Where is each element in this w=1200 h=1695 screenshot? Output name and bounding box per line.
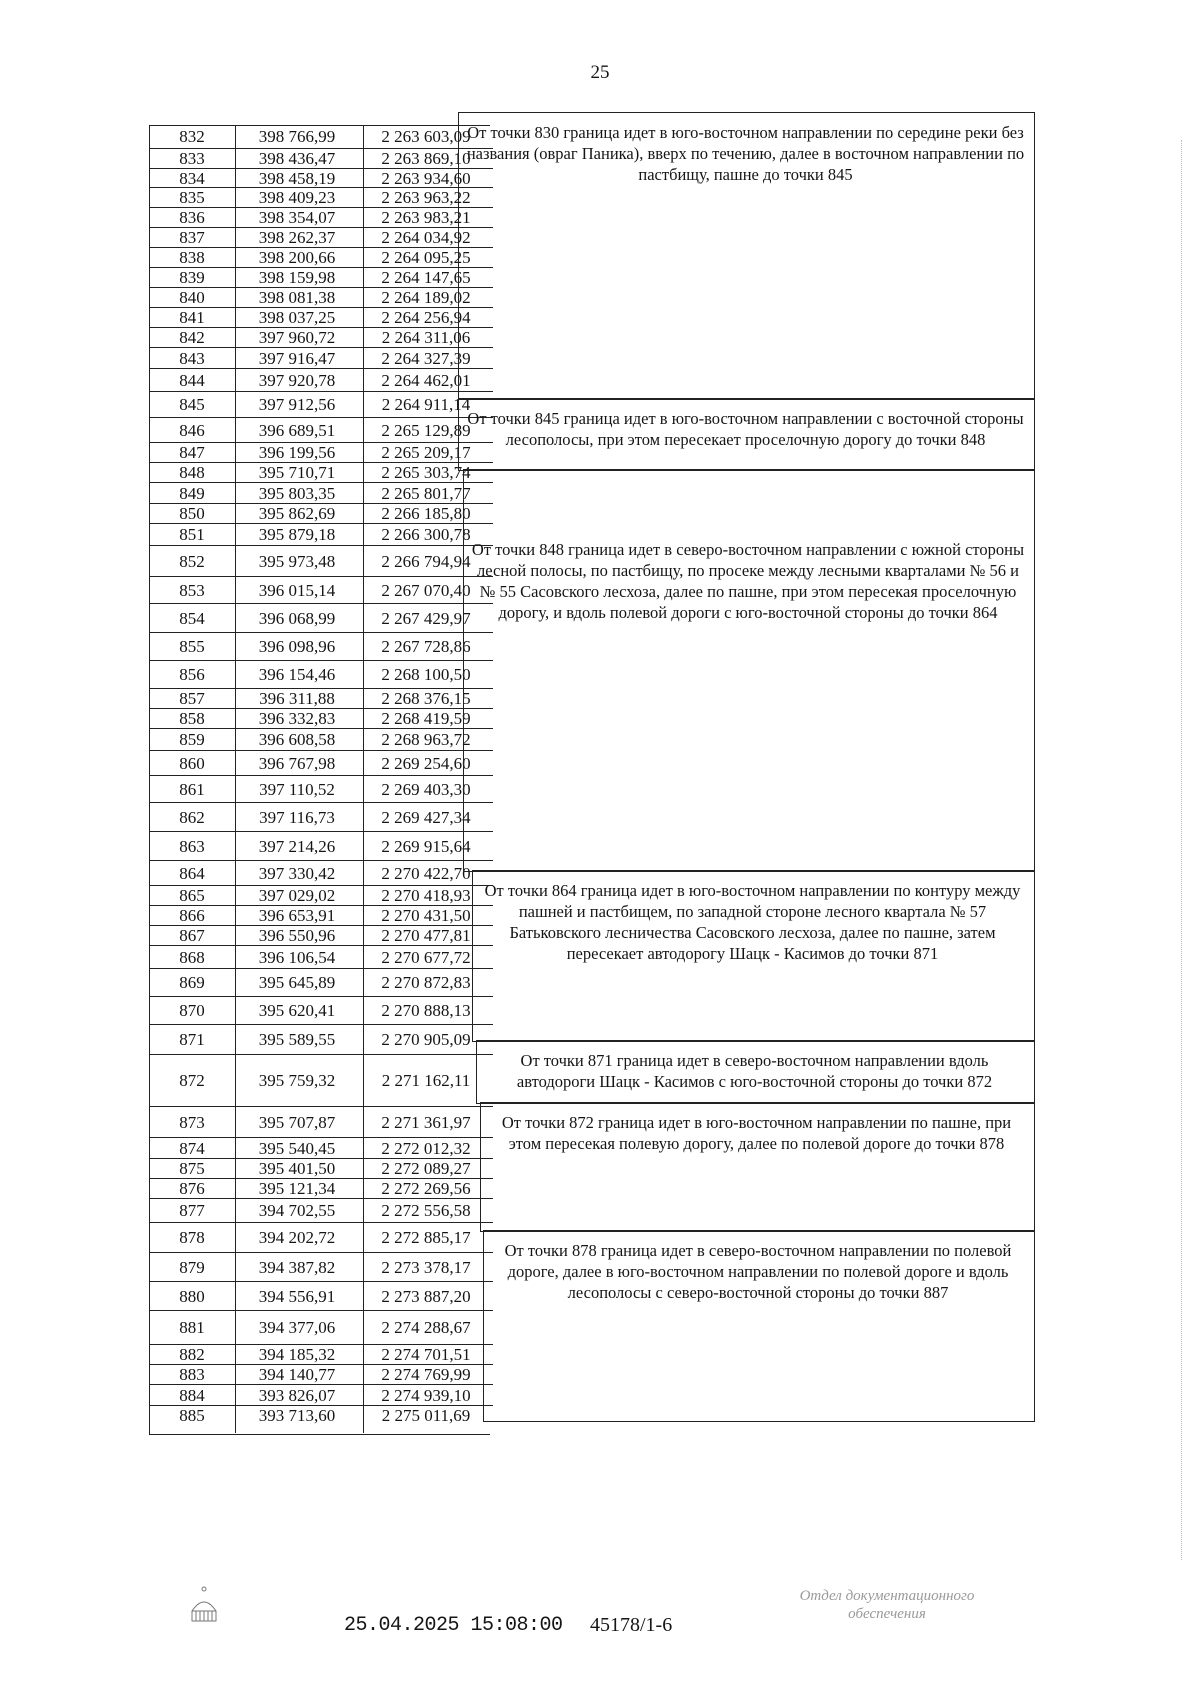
y-coordinate: 2 264 256,94 bbox=[381, 308, 471, 327]
boundary-description: От точки 872 граница идет в юго-восточном направлении по пашне, при этом пересекая полевую дорогу, далее по полевой дороге до точки 878 bbox=[501, 1113, 1012, 1153]
y-coordinate: 2 267 070,40 bbox=[381, 580, 471, 600]
x-coordinate: 397 330,42 bbox=[258, 863, 336, 883]
table-row bbox=[149, 688, 493, 709]
point-number: 874 bbox=[179, 1138, 205, 1158]
point-number: 865 bbox=[179, 886, 205, 905]
table-row bbox=[149, 1405, 493, 1426]
table-row bbox=[149, 905, 493, 926]
boundary-description: От точки 845 граница идет в юго-восточном направлении с восточной стороны лесополосы, при этом пересекает проселочную дорогу до точки 848 bbox=[467, 409, 1024, 449]
x-coordinate: 395 710,71 bbox=[258, 463, 336, 482]
x-coordinate: 393 826,07 bbox=[258, 1385, 336, 1405]
table-row bbox=[149, 1252, 493, 1282]
x-coordinate: 396 098,96 bbox=[258, 637, 336, 656]
point-number: 840 bbox=[179, 288, 205, 307]
x-coordinate: 396 550,96 bbox=[258, 926, 336, 945]
x-coordinate: 397 916,47 bbox=[258, 348, 336, 368]
x-coordinate: 394 185,32 bbox=[258, 1345, 336, 1364]
y-coordinate: 2 272 089,27 bbox=[381, 1159, 471, 1178]
table-row bbox=[149, 576, 493, 604]
table-row bbox=[149, 1364, 493, 1385]
point-number: 837 bbox=[179, 228, 205, 247]
point-number: 832 bbox=[179, 127, 205, 146]
x-coordinate: 398 159,98 bbox=[258, 268, 336, 287]
x-coordinate: 395 401,50 bbox=[258, 1159, 336, 1178]
table-row bbox=[149, 503, 493, 524]
description-cell bbox=[463, 469, 1035, 872]
point-number: 867 bbox=[179, 926, 205, 945]
point-number: 881 bbox=[179, 1318, 205, 1337]
table-row bbox=[149, 603, 493, 633]
point-number: 858 bbox=[179, 709, 205, 728]
x-coordinate: 397 214,26 bbox=[258, 836, 336, 856]
point-number: 835 bbox=[179, 188, 205, 207]
x-coordinate: 395 759,32 bbox=[258, 1071, 336, 1090]
table-row bbox=[149, 347, 493, 369]
x-coordinate: 396 608,58 bbox=[258, 730, 336, 749]
x-coordinate: 395 803,35 bbox=[258, 483, 336, 503]
table-row bbox=[149, 831, 493, 861]
table-row bbox=[149, 1198, 493, 1223]
table-row bbox=[149, 417, 493, 443]
table-row bbox=[149, 148, 493, 169]
x-coordinate: 394 377,06 bbox=[258, 1318, 336, 1337]
x-coordinate: 396 653,91 bbox=[258, 906, 336, 925]
table-row bbox=[149, 523, 493, 546]
x-coordinate: 395 589,55 bbox=[258, 1030, 336, 1049]
y-coordinate: 2 263 963,22 bbox=[381, 188, 471, 207]
y-coordinate: 2 272 885,17 bbox=[381, 1228, 471, 1247]
x-coordinate: 394 702,55 bbox=[258, 1201, 336, 1220]
x-coordinate: 398 200,66 bbox=[258, 248, 336, 267]
y-coordinate: 2 264 327,39 bbox=[381, 348, 471, 368]
table-row bbox=[149, 1222, 493, 1253]
y-coordinate: 2 272 269,56 bbox=[381, 1179, 471, 1198]
point-number: 878 bbox=[179, 1228, 205, 1247]
x-coordinate: 396 332,83 bbox=[258, 709, 336, 728]
y-coordinate: 2 270 422,70 bbox=[381, 863, 471, 883]
x-coordinate: 396 311,88 bbox=[259, 689, 335, 708]
y-coordinate: 2 268 419,59 bbox=[381, 709, 471, 728]
y-coordinate: 2 267 429,97 bbox=[381, 608, 471, 628]
y-coordinate: 2 270 477,81 bbox=[381, 926, 471, 945]
table-row bbox=[149, 632, 493, 661]
point-number: 885 bbox=[179, 1406, 205, 1425]
y-coordinate: 2 266 300,78 bbox=[381, 525, 471, 544]
x-coordinate: 394 140,77 bbox=[258, 1365, 336, 1384]
x-coordinate: 396 689,51 bbox=[258, 420, 336, 440]
table-row bbox=[149, 126, 493, 148]
x-coordinate: 395 862,69 bbox=[258, 504, 336, 523]
y-coordinate: 2 264 095,25 bbox=[381, 248, 471, 267]
table-row bbox=[149, 925, 493, 946]
x-coordinate: 395 973,48 bbox=[258, 551, 336, 571]
y-coordinate: 2 270 888,13 bbox=[381, 1001, 471, 1020]
x-coordinate: 398 354,07 bbox=[258, 208, 336, 227]
point-number: 866 bbox=[179, 906, 205, 925]
x-coordinate: 398 409,23 bbox=[258, 188, 336, 207]
x-coordinate: 397 029,02 bbox=[258, 886, 336, 905]
table-row bbox=[149, 885, 493, 906]
y-coordinate: 2 264 462,01 bbox=[381, 370, 471, 390]
point-number: 856 bbox=[179, 665, 205, 684]
y-coordinate: 2 272 012,32 bbox=[381, 1138, 471, 1158]
table-row bbox=[149, 207, 493, 228]
x-coordinate: 397 920,78 bbox=[258, 370, 336, 390]
y-coordinate: 2 267 728,86 bbox=[381, 637, 471, 656]
table-row bbox=[149, 307, 493, 328]
point-number: 861 bbox=[179, 779, 205, 799]
point-number: 851 bbox=[179, 525, 205, 544]
x-coordinate: 396 154,46 bbox=[258, 665, 336, 684]
table-row bbox=[149, 442, 493, 463]
point-number: 841 bbox=[179, 308, 205, 327]
x-coordinate: 395 540,45 bbox=[258, 1138, 336, 1158]
x-coordinate: 394 556,91 bbox=[258, 1286, 336, 1306]
x-coordinate: 398 458,19 bbox=[258, 168, 336, 188]
point-number: 864 bbox=[179, 863, 205, 883]
point-number: 873 bbox=[179, 1112, 205, 1132]
point-number: 853 bbox=[179, 580, 205, 600]
y-coordinate: 2 266 185,80 bbox=[381, 504, 471, 523]
y-coordinate: 2 264 189,02 bbox=[381, 288, 471, 307]
table-row bbox=[149, 327, 493, 348]
table-row bbox=[149, 1281, 493, 1311]
table-row bbox=[149, 462, 493, 483]
point-number: 882 bbox=[179, 1345, 205, 1364]
y-coordinate: 2 268 963,72 bbox=[381, 730, 471, 749]
table-row bbox=[149, 996, 493, 1025]
y-coordinate: 2 263 934,60 bbox=[381, 168, 471, 188]
point-number: 868 bbox=[179, 947, 205, 967]
table-row bbox=[149, 227, 493, 248]
y-coordinate: 2 264 034,92 bbox=[381, 228, 471, 247]
x-coordinate: 398 436,47 bbox=[258, 149, 336, 168]
y-coordinate: 2 264 911,14 bbox=[381, 395, 471, 414]
x-coordinate: 398 081,38 bbox=[258, 288, 336, 307]
point-number: 842 bbox=[179, 328, 205, 347]
table-row bbox=[149, 482, 493, 504]
table-row bbox=[149, 1024, 493, 1055]
table-row bbox=[149, 1310, 493, 1345]
point-number: 836 bbox=[179, 208, 205, 227]
point-number: 849 bbox=[179, 483, 205, 503]
y-coordinate: 2 265 303,74 bbox=[381, 463, 471, 482]
y-coordinate: 2 265 129,89 bbox=[381, 420, 471, 440]
point-number: 879 bbox=[179, 1257, 205, 1277]
x-coordinate: 395 879,18 bbox=[258, 525, 336, 544]
table-row bbox=[149, 660, 493, 689]
table-row bbox=[149, 1158, 493, 1179]
y-coordinate: 2 265 801,77 bbox=[381, 483, 471, 503]
point-number: 854 bbox=[179, 608, 205, 628]
y-coordinate: 2 269 427,34 bbox=[381, 807, 471, 827]
x-coordinate: 397 110,52 bbox=[259, 779, 335, 799]
point-number: 846 bbox=[179, 420, 205, 440]
x-coordinate: 394 387,82 bbox=[258, 1257, 336, 1277]
x-coordinate: 396 015,14 bbox=[258, 580, 336, 600]
y-coordinate: 2 265 209,17 bbox=[381, 443, 471, 462]
table-row bbox=[149, 945, 493, 969]
point-number: 875 bbox=[179, 1159, 205, 1178]
stamp-line-2: обеспечения bbox=[848, 1606, 926, 1622]
point-number: 834 bbox=[179, 168, 205, 188]
table-row bbox=[149, 168, 493, 188]
x-coordinate: 397 960,72 bbox=[258, 328, 336, 347]
point-number: 884 bbox=[179, 1385, 205, 1405]
y-coordinate: 2 272 556,58 bbox=[381, 1201, 471, 1220]
point-number: 850 bbox=[179, 504, 205, 523]
y-coordinate: 2 275 011,69 bbox=[381, 1406, 471, 1425]
y-coordinate: 2 270 677,72 bbox=[381, 947, 471, 967]
x-coordinate: 395 645,89 bbox=[258, 973, 336, 992]
y-coordinate: 2 271 361,97 bbox=[381, 1112, 471, 1132]
x-coordinate: 396 767,98 bbox=[258, 753, 336, 773]
x-coordinate: 397 912,56 bbox=[258, 395, 336, 414]
table-row bbox=[149, 1137, 493, 1159]
table-row bbox=[149, 1054, 493, 1107]
y-coordinate: 2 263 603,09 bbox=[381, 127, 471, 146]
table-row bbox=[149, 968, 493, 997]
point-number: 843 bbox=[179, 348, 205, 368]
x-coordinate: 398 262,37 bbox=[258, 228, 336, 247]
table-row bbox=[149, 708, 493, 729]
x-coordinate: 395 620,41 bbox=[258, 1001, 336, 1020]
point-number: 860 bbox=[179, 753, 205, 773]
table-row bbox=[149, 1178, 493, 1199]
y-coordinate: 2 274 288,67 bbox=[381, 1318, 471, 1337]
table-row bbox=[149, 802, 493, 832]
table-row bbox=[149, 287, 493, 308]
point-number: 880 bbox=[179, 1286, 205, 1306]
y-coordinate: 2 273 378,17 bbox=[381, 1257, 471, 1277]
y-coordinate: 2 274 701,51 bbox=[381, 1345, 471, 1364]
table-row bbox=[149, 187, 493, 208]
y-coordinate: 2 264 147,65 bbox=[381, 268, 471, 287]
x-coordinate: 396 106,54 bbox=[258, 947, 336, 967]
table-row bbox=[149, 368, 493, 392]
table-row bbox=[149, 860, 493, 886]
point-number: 848 bbox=[179, 463, 205, 482]
footer-doc-number: 45178/1-6 bbox=[590, 1614, 673, 1636]
y-coordinate: 2 270 872,83 bbox=[381, 973, 471, 992]
y-coordinate: 2 270 418,93 bbox=[381, 886, 471, 905]
boundary-description: От точки 848 граница идет в северо-восточном направлении с южной стороны лесной полосы, по пастбищу, по просеке между лесными кварталами № 56 и № 55 Сасовского лесхоза, далее по пашне, при этом пересекая проселочную дорогу, и вдоль полевой дороги с юго-восточной стороны до точки 864 bbox=[471, 540, 1025, 622]
boundary-description: От точки 878 граница идет в северо-восточном направлении по полевой дороге, далее в юго-восточном направлении по полевой дороге и вдоль лесополосы с северо-восточной стороны до точки 887 bbox=[504, 1241, 1012, 1302]
y-coordinate: 2 268 100,50 bbox=[381, 665, 471, 684]
y-coordinate: 2 269 915,64 bbox=[381, 836, 471, 856]
table-row bbox=[149, 545, 493, 577]
y-coordinate: 2 274 769,99 bbox=[381, 1365, 471, 1384]
x-coordinate: 398 766,99 bbox=[258, 127, 336, 146]
table-row bbox=[149, 391, 493, 418]
point-number: 844 bbox=[179, 370, 205, 390]
y-coordinate: 2 268 376,15 bbox=[381, 689, 471, 708]
y-coordinate: 2 274 939,10 bbox=[381, 1385, 471, 1405]
table-row bbox=[149, 267, 493, 288]
point-number: 855 bbox=[179, 637, 205, 656]
page-number: 25 bbox=[590, 62, 610, 83]
y-coordinate: 2 269 403,30 bbox=[381, 779, 471, 799]
y-coordinate: 2 270 905,09 bbox=[381, 1030, 471, 1049]
y-coordinate: 2 273 887,20 bbox=[381, 1286, 471, 1306]
footer-datetime: 25.04.2025 15:08:00 bbox=[344, 1614, 563, 1637]
point-number: 838 bbox=[179, 248, 205, 267]
y-coordinate: 2 271 162,11 bbox=[381, 1071, 471, 1090]
boundary-description: От точки 830 граница идет в юго-восточном направлении по середине реки без названия (овраг Паника), вверх по течению, далее в восточном направлении по пастбищу, пашне до точки 845 bbox=[466, 123, 1025, 184]
point-number: 872 bbox=[179, 1071, 205, 1090]
point-number: 847 bbox=[179, 443, 205, 462]
point-number: 845 bbox=[179, 395, 205, 414]
point-number: 859 bbox=[179, 730, 205, 749]
y-coordinate: 2 270 431,50 bbox=[381, 906, 471, 925]
y-coordinate: 2 263 983,21 bbox=[381, 208, 471, 227]
table-row bbox=[149, 1344, 493, 1365]
y-coordinate: 2 263 869,10 bbox=[381, 149, 471, 168]
boundary-description: От точки 864 граница идет в юго-восточном направлении по контуру между пашней и пастбищем, по западной стороне лесного квартала № 57 Батьковского лесничества Сасовского лесхоза, далее по пашне, затем пересекает автодорогу Шацк - Касимов до точки 871 bbox=[484, 881, 1021, 963]
point-number: 863 bbox=[179, 836, 205, 856]
point-number: 869 bbox=[179, 973, 205, 992]
x-coordinate: 395 121,34 bbox=[258, 1179, 336, 1198]
y-coordinate: 2 269 254,60 bbox=[381, 753, 471, 773]
x-coordinate: 396 068,99 bbox=[258, 608, 336, 628]
y-coordinate: 2 266 794,94 bbox=[381, 551, 471, 571]
point-number: 870 bbox=[179, 1001, 205, 1020]
y-coordinate: 2 264 311,06 bbox=[381, 328, 471, 347]
x-coordinate: 396 199,56 bbox=[258, 443, 336, 462]
table-row bbox=[149, 1384, 493, 1406]
x-coordinate: 394 202,72 bbox=[258, 1228, 336, 1247]
point-number: 862 bbox=[179, 807, 205, 827]
stamp-line-1: Отдел документационного bbox=[799, 1588, 975, 1604]
table-row bbox=[149, 728, 493, 751]
point-number: 871 bbox=[179, 1030, 205, 1049]
point-number: 877 bbox=[179, 1201, 205, 1220]
x-coordinate: 393 713,60 bbox=[258, 1406, 336, 1425]
boundary-description: От точки 871 граница идет в северо-восточном направлении вдоль автодороги Шацк - Касимов с юго-восточной стороны до точки 872 bbox=[516, 1051, 993, 1091]
point-number: 857 bbox=[179, 689, 205, 708]
point-number: 852 bbox=[179, 551, 205, 571]
point-number: 883 bbox=[179, 1365, 205, 1384]
table-row bbox=[149, 247, 493, 268]
point-number: 876 bbox=[179, 1179, 205, 1198]
point-number: 839 bbox=[179, 268, 205, 287]
table-row bbox=[149, 1106, 493, 1138]
x-coordinate: 397 116,73 bbox=[259, 807, 335, 827]
x-coordinate: 398 037,25 bbox=[258, 308, 336, 327]
table-row bbox=[149, 750, 493, 776]
point-number: 833 bbox=[179, 149, 205, 168]
x-coordinate: 395 707,87 bbox=[258, 1112, 336, 1132]
table-row bbox=[149, 775, 493, 803]
